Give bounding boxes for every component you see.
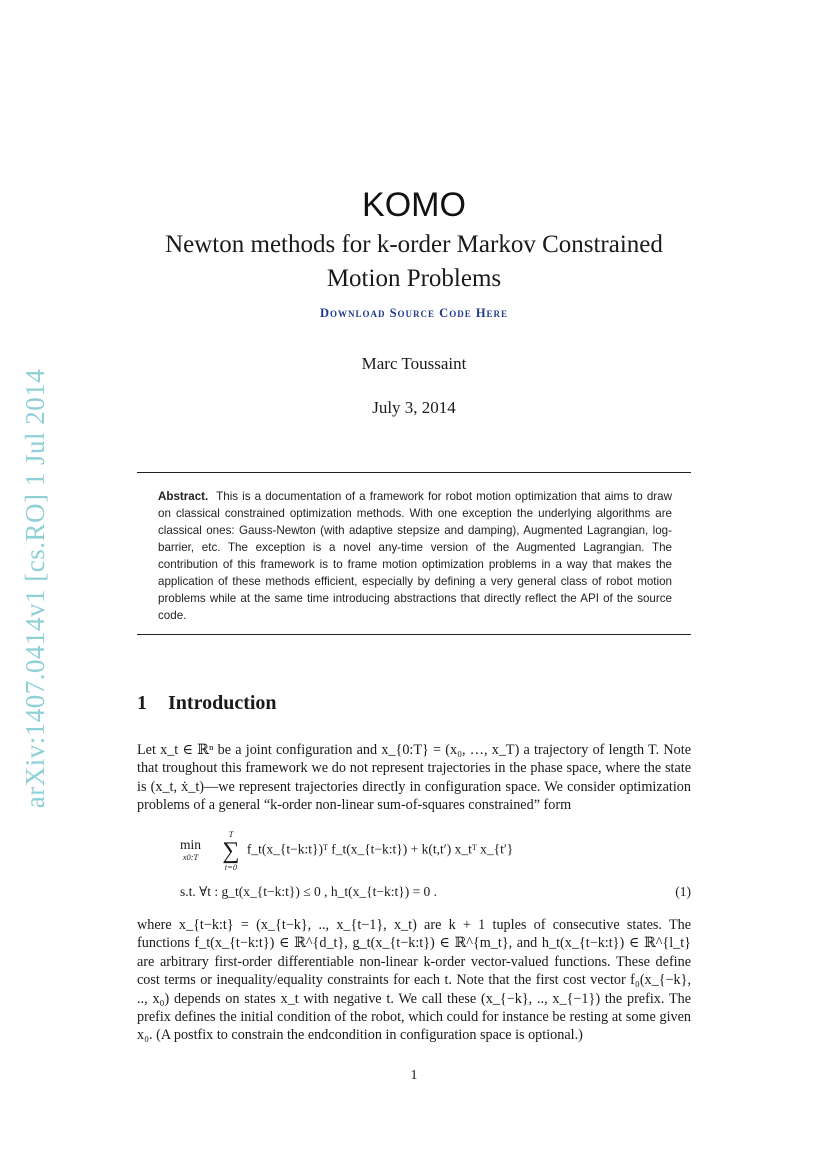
equation-min-operator [180,838,201,862]
equation-sum-1-upper: T [228,829,234,839]
author-name: Marc Toussaint [361,354,467,373]
download-source-code-link[interactable]: Download Source Code Here [319,306,509,320]
sum-symbol-icon: ∑ [222,837,240,864]
subtitle-line-1: Newton methods for k-order Markov Constrained [165,231,663,258]
abstract-label: Abstract. [158,490,209,503]
equation-constraints-line: s.t. ∀t : g_t(x_{t−k:t}) ≤ 0 , h_t(x_{t−k:t}) = 0 . [180,884,438,899]
abstract-top-rule [137,472,691,473]
section-title: Introduction [168,692,277,714]
abstract-body: This is a documentation of a framework for robot motion optimization that aims to draw on classical constrained optimization methods. With one exception the underlying algorithms are classical ones: Gauss-Newton (with adaptive stepsize and damping), Augmented Lagrangian, log-barrier, etc. The exception is a novel any-time version of the Augmented Lagrangian. The contribution of this framework is to frame motion optimization problems in a way that makes the application of these methods efficient, especially by defining a very general class of robot motion problems while at the same time introducing abstractions that directly reflect the API of the source code. [158,490,672,622]
equation-sum-1-lower: t=0 [224,861,238,872]
equation-number: (1) [675,884,691,899]
arxiv-identifier-text: arXiv:1407.0414v1 [cs.RO] 1 Jul 2014 [20,368,51,808]
section-number: 1 [137,692,147,714]
abstract-bottom-rule [137,634,691,635]
equation-min-subscript: x0:T [182,852,199,863]
intro-paragraph-2: where x_{t−k:t} = (x_{t−k}, .., x_{t−1}, x_t) are k + 1 tuples of consecutive states. The functions f_t(x_{t−k:t}) ∈ ℝ^{d_t}, g_t(x_{t−k:t}) ∈ ℝ^{m_t}, and h_t(x_{t−k:t}) ∈ ℝ^{l_t} are arbitrary first-order differentiable non-linear k-order vector-valued functions. These define cost terms or inequality/equality constraints for each t. Note that the first cost vector f₀(x_{−k}, .., x₀) depends on states x_t with negative t. We call these (x_{−k}, .., x_{−1}) the prefix. The prefix defines the initial condition of the robot, which could for instance be resting at some given x₀. (A postfix to constrain the endcondition in configuration space is optional.) [137,917,691,1044]
subtitle-line-2: Motion Problems [326,265,502,292]
intro-paragraph-1: Let x_t ∈ ℝⁿ be a joint configuration and x_{0:T} = (x₀, …, x_T) a trajectory of length T. Note that troughout this framework we do not represent trajectories in the phase space, where the state is (x_t, ẋ_t)—we represent trajectories directly in configuration space. We consider optimization problems of a general “k-order non-linear sum-of-squares constrained” form [137,742,691,814]
equation-objective-terms: f_t(x_{t−k:t})ᵀ f_t(x_{t−k:t}) + k(t,t′) x_tᵀ x_{t′} [246,841,514,857]
paper-subtitle [0,228,828,296]
arxiv-identifier-stamp [22,358,50,818]
equation-objective-line [180,830,533,871]
equation-min-label: min [180,837,202,853]
publication-date: July 3, 2014 [372,398,456,417]
equation-sum-1 [222,830,239,871]
paper-title: KOMO [362,186,466,224]
page-number: 1 [410,1068,418,1083]
abstract [158,488,672,624]
section-heading [137,692,277,715]
